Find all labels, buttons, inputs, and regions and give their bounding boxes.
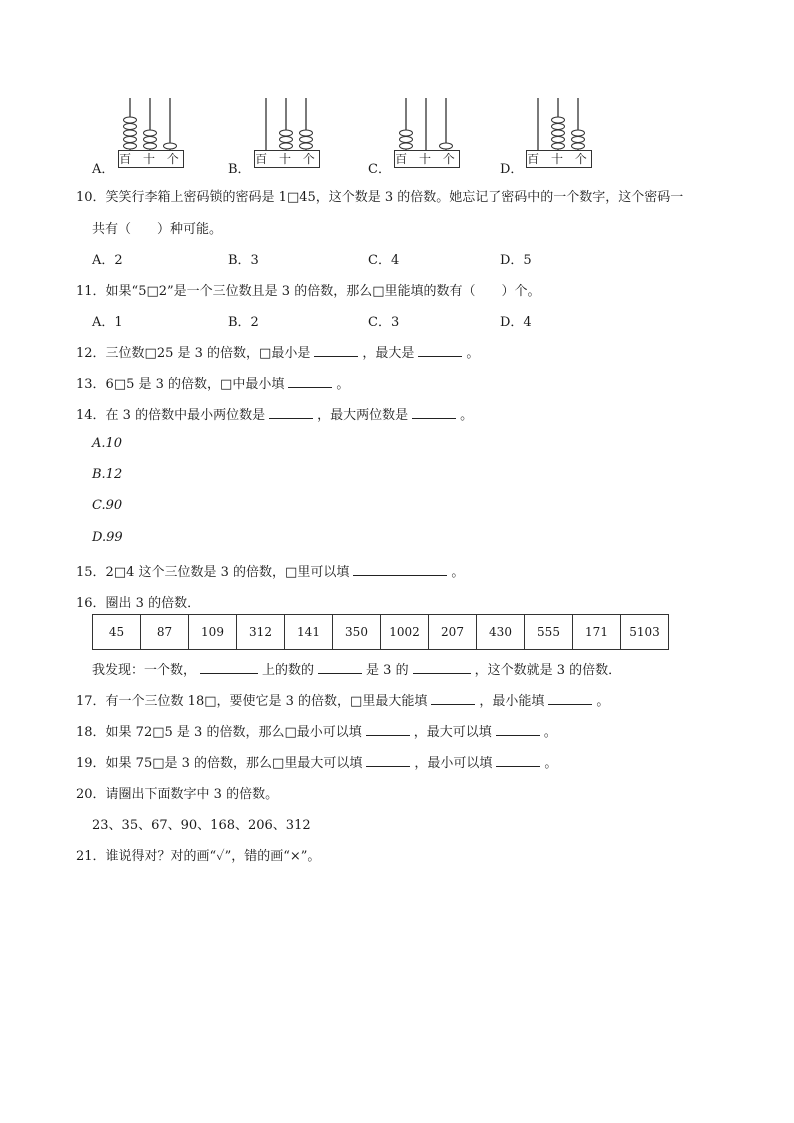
q9-option-a-label[interactable]: A． — [92, 162, 115, 177]
q16-title: 16．圈出 3 的倍数． — [76, 596, 201, 611]
abacus-bead — [300, 143, 313, 149]
q17-text-b: ，最小能填 — [479, 694, 545, 709]
q10-stem-line1: 10．笑笑行李箱上密码锁的密码是 1□45，这个数是 3 的倍数。她忘记了密码中的一个数字，这个密码一 — [76, 190, 684, 205]
q18-text-c: 。 — [543, 725, 557, 740]
q10-option-b[interactable]: B．3 — [228, 253, 259, 268]
abacus-bead — [164, 143, 177, 149]
q16-number-table — [92, 614, 669, 650]
q10-stem-line2: 共有（ ）种可能。 — [92, 222, 223, 237]
q16-discovery — [92, 659, 621, 678]
q18-text-b: ，最大可以填 — [413, 725, 492, 740]
abacus-bead — [124, 143, 137, 149]
abacus-bead — [280, 143, 293, 149]
abacus-b — [252, 96, 342, 166]
abacus-bead — [400, 130, 413, 136]
q16-blank-1[interactable] — [200, 661, 258, 674]
q18-text-a: 18．如果 72□5 是 3 的倍数，那么□最小可以填 — [76, 725, 362, 740]
q14-option-c[interactable]: C.90 — [92, 498, 123, 513]
abacus-bead — [144, 130, 157, 136]
number-cell[interactable]: 555 — [525, 615, 573, 650]
q14-blank-max[interactable] — [412, 406, 456, 419]
abacus-bead — [300, 137, 313, 143]
q17 — [76, 690, 609, 709]
abacus-place-label: 百 十 个 — [119, 152, 183, 166]
abacus-bead — [552, 117, 565, 123]
q14-blank-min[interactable] — [269, 406, 313, 419]
number-cell[interactable]: 1002 — [381, 615, 429, 650]
q19-text-b: ，最小可以填 — [414, 756, 493, 771]
abacus-rods — [116, 96, 186, 152]
q9-option-c-label[interactable]: C． — [368, 162, 391, 177]
abacus-bead — [552, 137, 565, 143]
q21-title: 21．谁说得对？对的画“✓”，错的画“×”。 — [76, 849, 321, 864]
q13-text-a: 13．6□5 是 3 的倍数，□中最小填 — [76, 377, 285, 392]
q18 — [76, 721, 557, 740]
q9-option-b-label[interactable]: B． — [228, 162, 251, 177]
q12-blank-min[interactable] — [314, 344, 358, 357]
q17-blank-max[interactable] — [431, 692, 475, 705]
number-cell[interactable]: 171 — [573, 615, 621, 650]
q16-text-b: 上的数的 — [262, 663, 315, 678]
q11-option-b[interactable]: B．2 — [228, 315, 259, 330]
q14-option-b[interactable]: B.12 — [92, 467, 123, 482]
q13 — [76, 373, 349, 392]
q13-blank[interactable] — [288, 375, 332, 388]
q12-blank-max[interactable] — [418, 344, 462, 357]
abacus-rods — [392, 96, 462, 152]
q15-text-c: 。 — [451, 565, 465, 580]
q11-stem: 11．如果“5□2”是一个三位数且是 3 的倍数，那么□里能填的数有（ ）个。 — [76, 284, 541, 299]
q16-blank-3[interactable] — [413, 661, 471, 674]
number-cell[interactable]: 430 — [477, 615, 525, 650]
abacus-bead — [400, 143, 413, 149]
q17-text-c: 。 — [596, 694, 610, 709]
abacus-bead — [440, 143, 453, 149]
q13-text-c: 。 — [336, 377, 350, 392]
q16-text-a: 我发现：一个数， — [92, 663, 197, 678]
q11-option-a[interactable]: A．1 — [92, 315, 123, 330]
q19-text-c: 。 — [544, 756, 558, 771]
q14-text-c: 。 — [460, 408, 474, 423]
abacus-place-label: 百 十 个 — [395, 152, 459, 166]
abacus-bead — [300, 130, 313, 136]
q10-option-a[interactable]: A．2 — [92, 253, 123, 268]
abacus-bead — [552, 143, 565, 149]
q14-option-a[interactable]: A.10 — [92, 436, 123, 451]
q11-option-d[interactable]: D．4 — [500, 315, 532, 330]
number-cell[interactable]: 45 — [93, 615, 141, 650]
abacus-place-label: 百 十 个 — [255, 152, 319, 166]
number-cell[interactable]: 5103 — [621, 615, 669, 650]
table-row — [93, 615, 669, 650]
abacus-rods — [524, 96, 594, 152]
q18-blank-min[interactable] — [366, 723, 410, 736]
abacus-bead — [280, 137, 293, 143]
q17-text-a: 17．有一个三位数 18□，要使它是 3 的倍数，□里最大能填 — [76, 694, 428, 709]
q20-title: 20．请圈出下面数字中 3 的倍数。 — [76, 787, 279, 802]
q19-blank-min[interactable] — [496, 754, 540, 767]
abacus-bead — [124, 137, 137, 143]
q14-text-a: 14．在 3 的倍数中最小两位数是 — [76, 408, 266, 423]
number-cell[interactable]: 312 — [237, 615, 285, 650]
q16-blank-2[interactable] — [318, 661, 362, 674]
q15-text-a: 15．2□4 这个三位数是 3 的倍数，□里可以填 — [76, 565, 350, 580]
abacus-c — [392, 96, 482, 166]
abacus-d — [524, 96, 614, 166]
q20-numbers[interactable]: 23、35、67、90、168、206、312 — [92, 818, 311, 833]
abacus-bead — [144, 143, 157, 149]
abacus-bead — [572, 137, 585, 143]
q10-option-d[interactable]: D．5 — [500, 253, 532, 268]
number-cell[interactable]: 350 — [333, 615, 381, 650]
number-cell[interactable]: 109 — [189, 615, 237, 650]
q12-text-a: 12．三位数□25 是 3 的倍数，□最小是 — [76, 346, 311, 361]
q14-option-d[interactable]: D.99 — [92, 530, 123, 545]
q9-option-d-label[interactable]: D． — [500, 162, 524, 177]
number-cell[interactable]: 87 — [141, 615, 189, 650]
q19 — [76, 752, 557, 771]
q17-blank-min[interactable] — [548, 692, 592, 705]
q18-blank-max[interactable] — [496, 723, 540, 736]
q12-text-c: 。 — [466, 346, 480, 361]
q10-option-c[interactable]: C．4 — [368, 253, 400, 268]
q11-option-c[interactable]: C．3 — [368, 315, 400, 330]
abacus-bead — [280, 130, 293, 136]
q15-blank[interactable] — [353, 563, 447, 576]
q19-blank-max[interactable] — [366, 754, 410, 767]
abacus-bead — [124, 117, 137, 123]
q12-text-b: ，最大是 — [362, 346, 415, 361]
number-cell[interactable]: 207 — [429, 615, 477, 650]
q15 — [76, 561, 464, 580]
abacus-bead — [572, 143, 585, 149]
abacus-bead — [144, 137, 157, 143]
number-cell[interactable]: 141 — [285, 615, 333, 650]
abacus-place-label: 百 十 个 — [527, 152, 591, 166]
abacus-bead — [552, 130, 565, 136]
q14-text-b: ，最大两位数是 — [317, 408, 409, 423]
abacus-bead — [124, 124, 137, 130]
abacus-bead — [552, 124, 565, 130]
q19-text-a: 19．如果 75□是 3 的倍数，那么□里最大可以填 — [76, 756, 363, 771]
abacus-bead — [124, 130, 137, 136]
q16-text-c: 是 3 的 — [366, 663, 409, 678]
q16-text-d: ，这个数就是 3 的倍数． — [474, 663, 622, 678]
q14 — [76, 404, 473, 423]
abacus-a — [116, 96, 206, 166]
abacus-bead — [572, 130, 585, 136]
abacus-rods — [252, 96, 322, 152]
abacus-bead — [400, 137, 413, 143]
q12 — [76, 342, 479, 361]
